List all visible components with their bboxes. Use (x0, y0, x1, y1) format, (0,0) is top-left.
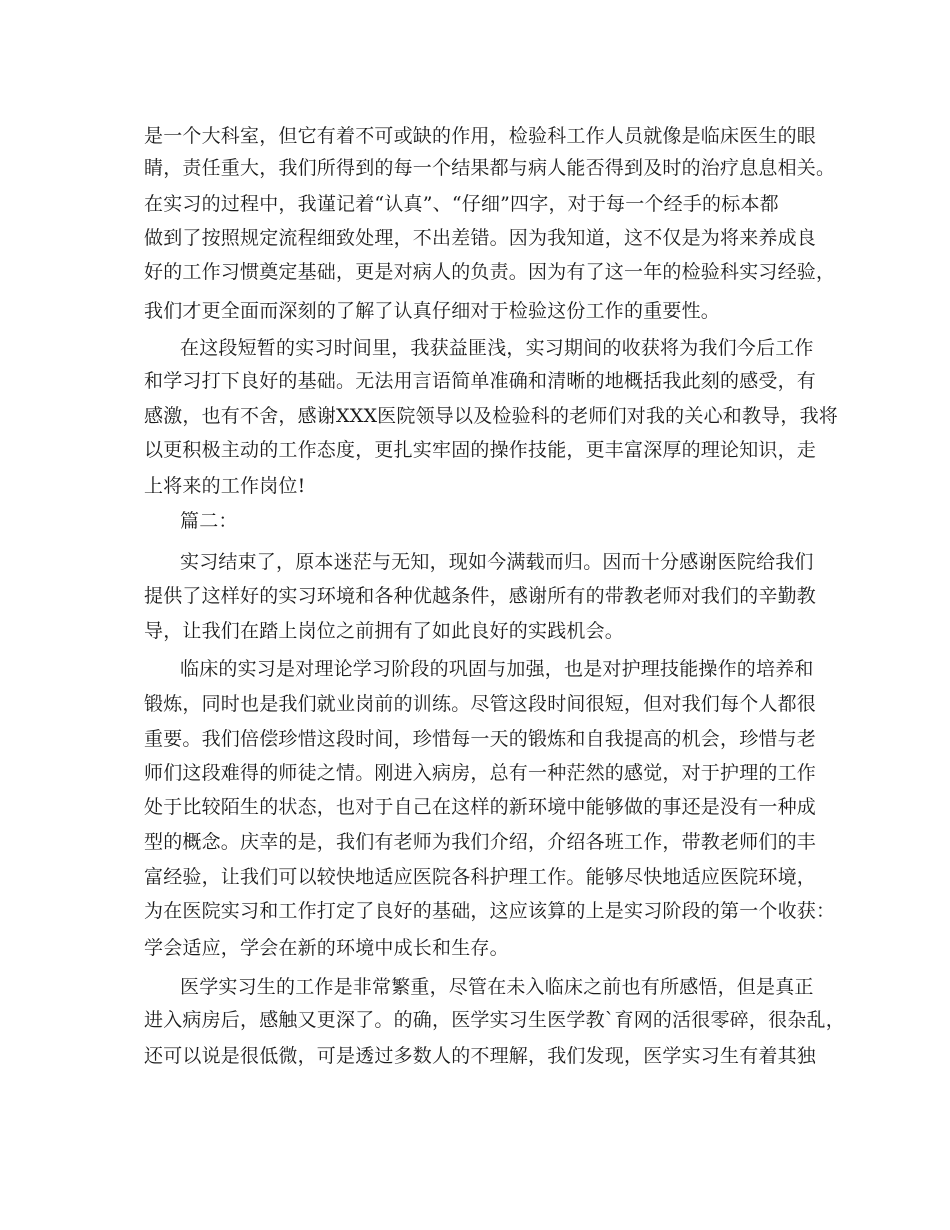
text-line: 感激，也有不舍，感谢XXX医院领导以及检验科的老师们对我的关心和教导，我将 (144, 405, 838, 427)
text-line: 在实习的过程中，我谨记着“认真”、“仔细”四字，对于每一个经手的标本都 (144, 193, 779, 215)
text-line: 睛，责任重大，我们所得到的每一个结果都与病人能否得到及时的治疗息息相关。 (144, 157, 836, 179)
text-line: 进入病房后，感触又更深了。的确，医学实习生医学教`育网的活很零碎，很杂乱， (144, 1009, 845, 1031)
text-line: 是一个大科室，但它有着不可或缺的作用，检验科工作人员就像是临床医生的眼 (144, 125, 817, 147)
text-line: 师们这段难得的师徒之情。刚进入病房，总有一种茫然的感觉，对于护理的工作 (144, 762, 817, 784)
text-line: 临床的实习是对理论学习阶段的巩固与加强，也是对护理技能操作的培养和 (180, 658, 814, 680)
text-line: 提供了这样好的实习环境和各种优越条件，感谢所有的带教老师对我们的辛勤教 (144, 585, 817, 607)
text-line: 在这段短暂的实习时间里，我获益匪浅，实习期间的收获将为我们今后工作 (180, 337, 814, 359)
text-line: 以更积极主动的工作态度，更扎实牢固的操作技能，更丰富深厚的理论知识，走 (144, 439, 817, 461)
text-line: 锻炼，同时也是我们就业岗前的训练。尽管这段时间很短，但对我们每个人都很 (144, 693, 817, 715)
text-line: 为在医院实习和工作打定了良好的基础，这应该算的上是实习阶段的第一个收获： (144, 900, 836, 922)
text-line: 和学习打下良好的基础。无法用言语简单准确和清晰的地概括我此刻的感受，有 (144, 370, 817, 392)
text-line: 医学实习生的工作是非常繁重，尽管在未入临床之前也有所感悟，但是真正 (180, 976, 814, 998)
section-heading: 篇二： (180, 510, 238, 532)
text-line: 型的概念。庆幸的是，我们有老师为我们介绍，介绍各班工作，带教老师们的丰 (144, 831, 817, 853)
text-line: 好的工作习惯奠定基础，更是对病人的负责。因为有了这一年的检验科实习经验， (144, 261, 836, 283)
text-line: 学会适应，学会在新的环境中成长和生存。 (144, 937, 509, 959)
text-line: 上将来的工作岗位! (144, 475, 306, 497)
text-line: 还可以说是很低微，可是透过多数人的不理解，我们发现，医学实习生有着其独 (144, 1045, 817, 1067)
text-line: 做到了按照规定流程细致处理，不出差错。因为我知道，这不仅是为将来养成良 (144, 227, 817, 249)
text-line: 重要。我们倍偿珍惜这段时间，珍惜每一天的锻炼和自我提高的机会，珍惜与老 (144, 728, 817, 750)
text-line: 实习结束了，原本迷茫与无知，现如今满载而归。因而十分感谢医院给我们 (180, 551, 814, 573)
text-line: 富经验，让我们可以较快地适应医院各科护理工作。能够尽快地适应医院环境， (144, 866, 817, 888)
text-line: 我们才更全面而深刻的了解了认真仔细对于检验这份工作的重要性。 (144, 300, 721, 322)
text-line: 导，让我们在踏上岗位之前拥有了如此良好的实践机会。 (144, 620, 625, 642)
text-line: 处于比较陌生的状态，也对于自己在这样的新环境中能够做的事还是没有一种成 (144, 796, 817, 818)
